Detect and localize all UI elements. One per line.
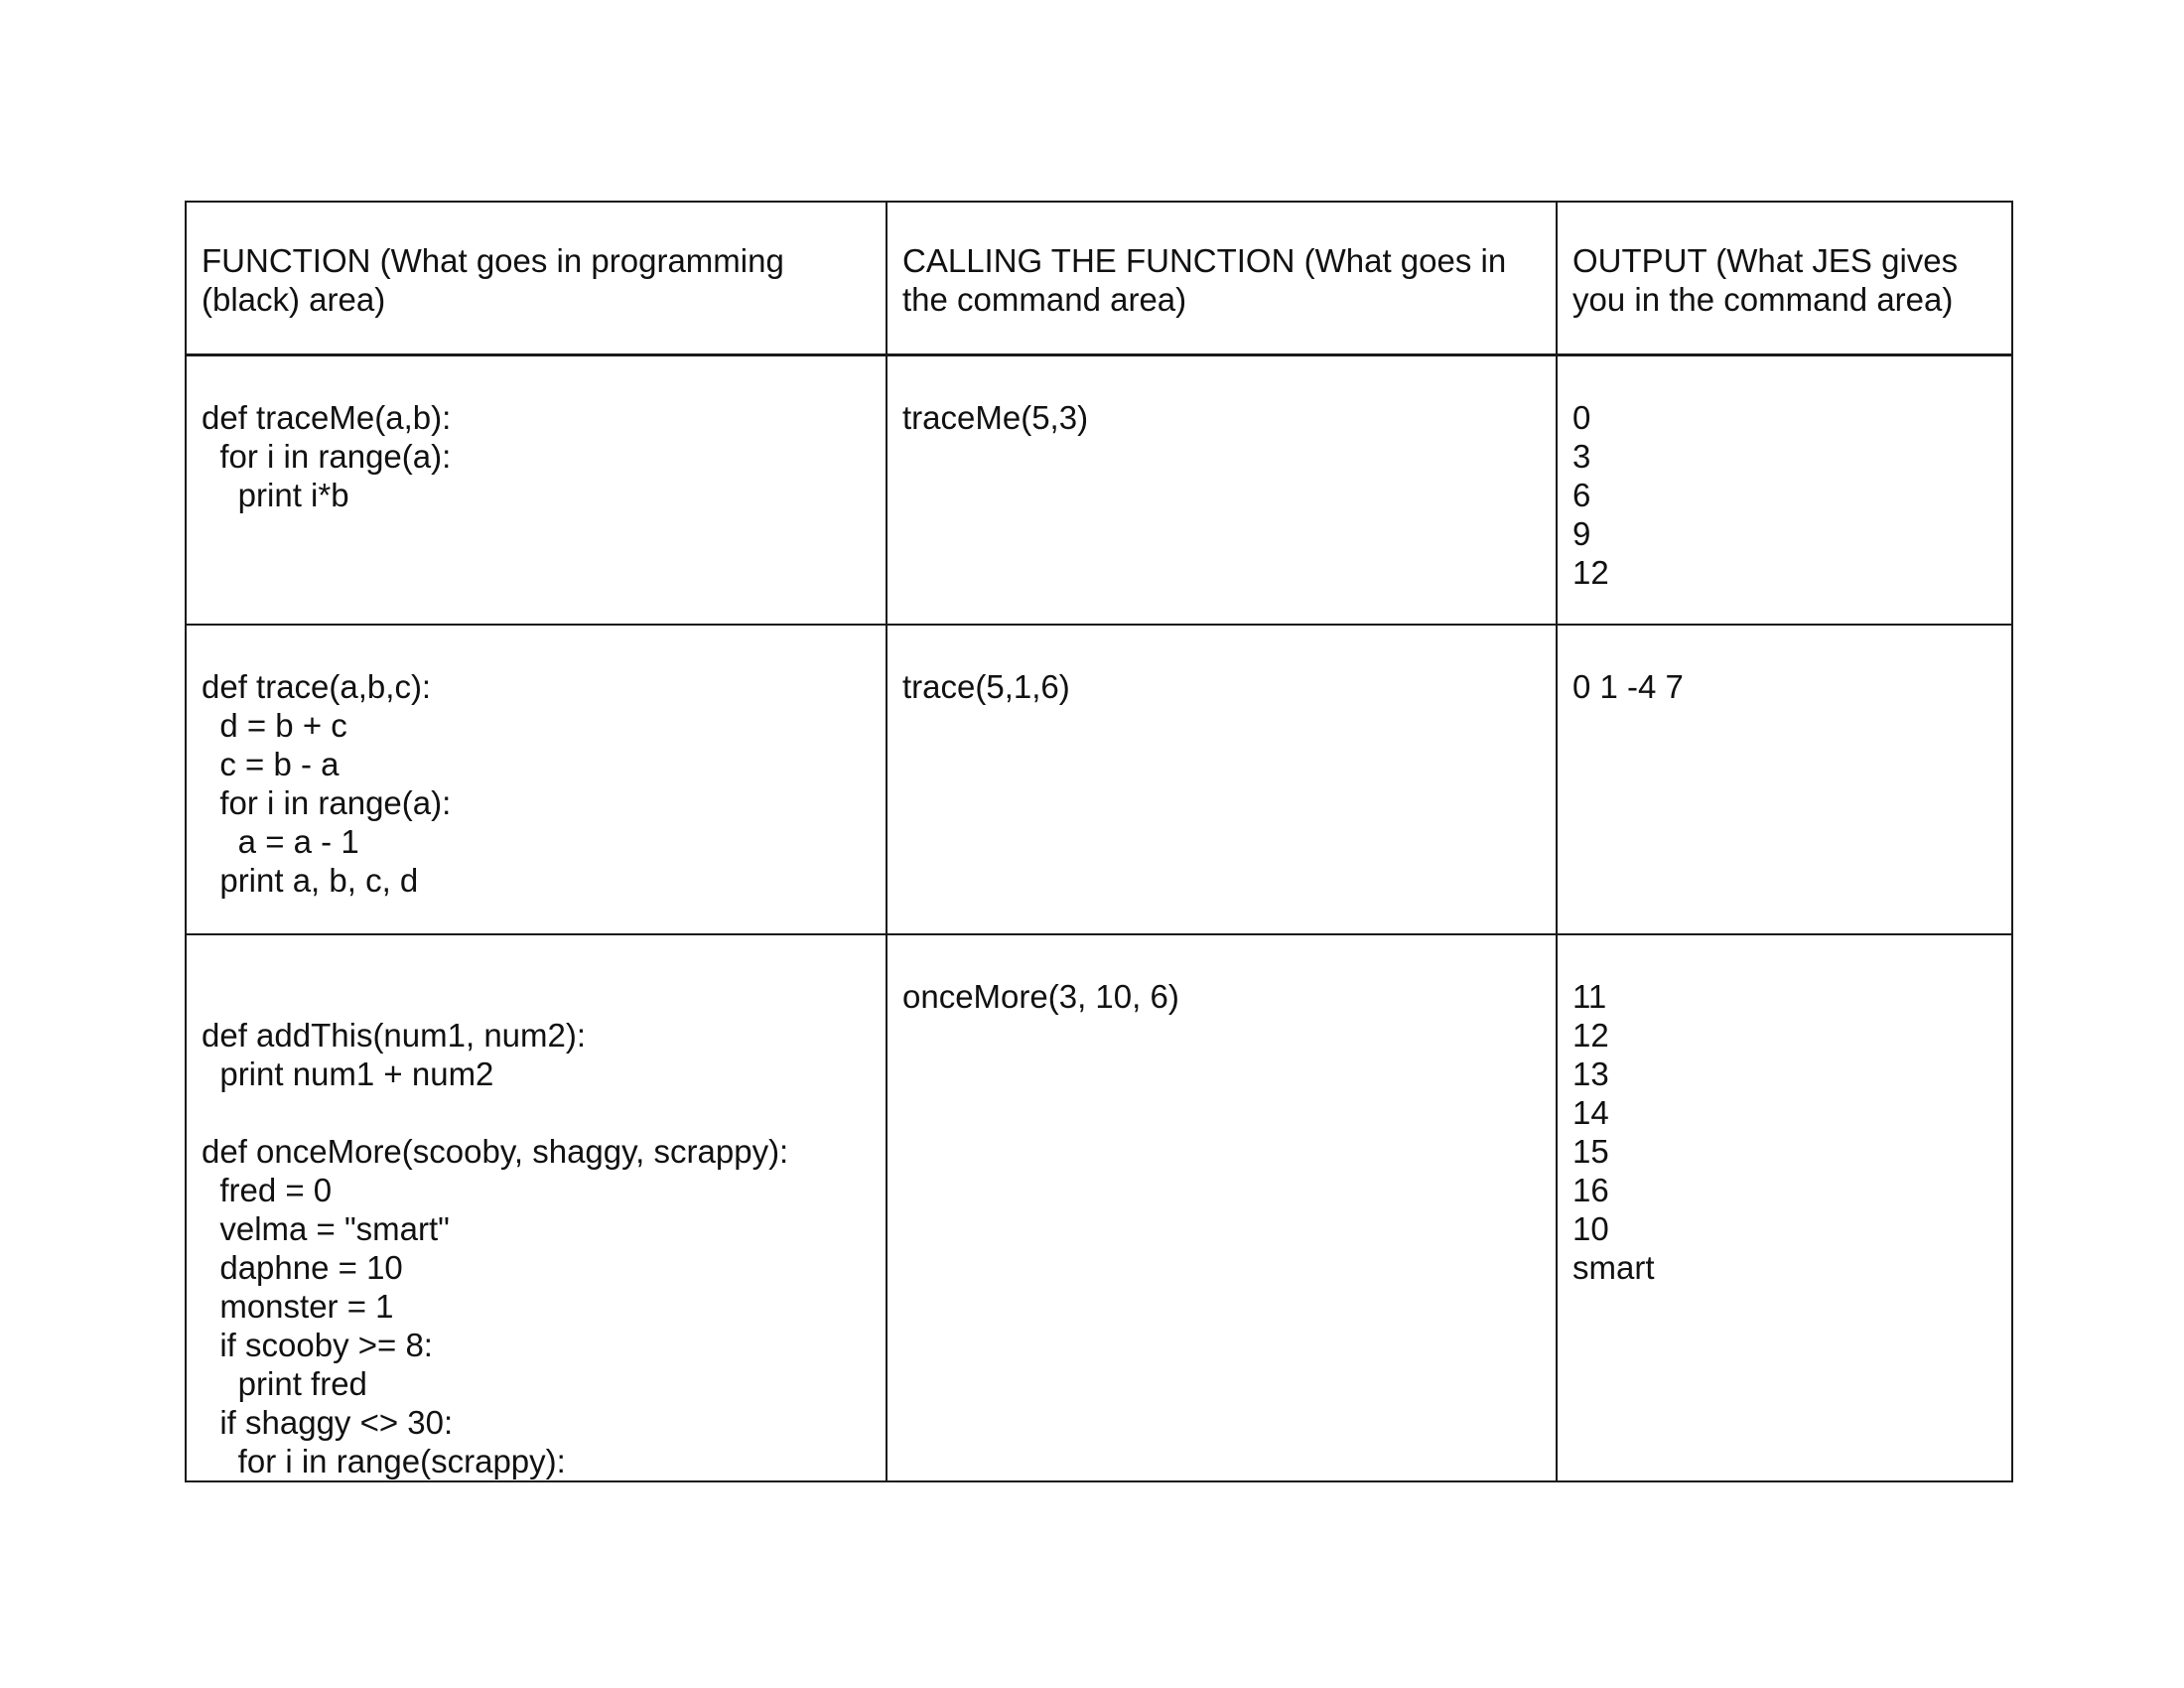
code-line: def addThis(num1, num2): — [202, 1017, 587, 1054]
code-line: def traceMe(a,b): — [202, 398, 452, 436]
code-line: monster = 1 — [202, 1288, 394, 1325]
output-line: 6 — [1572, 476, 1591, 513]
code-line: c = b - a — [202, 746, 340, 782]
code-line: velma = "smart" — [202, 1210, 450, 1247]
output-line: 0 — [1572, 398, 1591, 436]
code-line: print i*b — [202, 476, 349, 513]
call-cell — [887, 625, 1557, 934]
code-line: def onceMore(scooby, shaggy, scrappy): — [202, 1133, 789, 1170]
output-line: 13 — [1572, 1055, 1609, 1092]
output-line: 11 — [1572, 978, 1607, 1015]
code-line: def trace(a,b,c): — [202, 668, 432, 705]
code-line: for i in range(a): — [202, 784, 452, 821]
code-line: print a, b, c, d — [202, 862, 419, 899]
call-text: trace(5,1,6) — [902, 668, 1070, 705]
table-row — [186, 625, 2012, 934]
code-line: print num1 + num2 — [202, 1055, 494, 1092]
code-line: daphne = 10 — [202, 1249, 403, 1286]
function-trace-table — [185, 201, 2013, 1482]
code-line: if scooby >= 8: — [202, 1327, 433, 1363]
output-cell — [1557, 625, 2012, 934]
code-line: for i in range(scrappy): — [202, 1443, 566, 1479]
code-line: d = b + c — [202, 707, 347, 744]
output-line: 15 — [1572, 1133, 1609, 1170]
output-cell — [1557, 934, 2012, 1481]
call-cell — [887, 934, 1557, 1481]
call-text: onceMore(3, 10, 6) — [902, 978, 1179, 1015]
header-output: OUTPUT (What JES gives you in the command area) — [1557, 202, 2012, 354]
output-line: 10 — [1572, 1210, 1609, 1247]
output-line: 12 — [1572, 1017, 1609, 1054]
function-cell — [186, 354, 887, 625]
header-calling: CALLING THE FUNCTION (What goes in the command area) — [887, 202, 1557, 354]
code-line: fred = 0 — [202, 1172, 333, 1208]
code-line: if shaggy <> 30: — [202, 1404, 454, 1441]
code-line: a = a - 1 — [202, 823, 359, 860]
output-line: 16 — [1572, 1172, 1609, 1208]
table-row — [186, 354, 2012, 625]
call-text: traceMe(5,3) — [902, 398, 1089, 436]
output-line: 14 — [1572, 1094, 1609, 1131]
code-line: for i in range(a): — [202, 437, 452, 475]
code-line: print fred — [202, 1365, 367, 1402]
output-line: 12 — [1572, 553, 1609, 591]
function-cell — [186, 625, 887, 934]
output-line: 9 — [1572, 514, 1591, 552]
output-line: 3 — [1572, 437, 1591, 475]
output-line: smart — [1572, 1249, 1655, 1286]
function-cell — [186, 934, 887, 1481]
header-function: FUNCTION (What goes in programming (black) area) — [186, 202, 887, 354]
output-line: 0 1 -4 7 — [1572, 668, 1684, 705]
table-row — [186, 934, 2012, 1481]
output-cell — [1557, 354, 2012, 625]
header-row — [186, 202, 2012, 354]
code-line — [202, 1093, 871, 1132]
call-cell — [887, 354, 1557, 625]
